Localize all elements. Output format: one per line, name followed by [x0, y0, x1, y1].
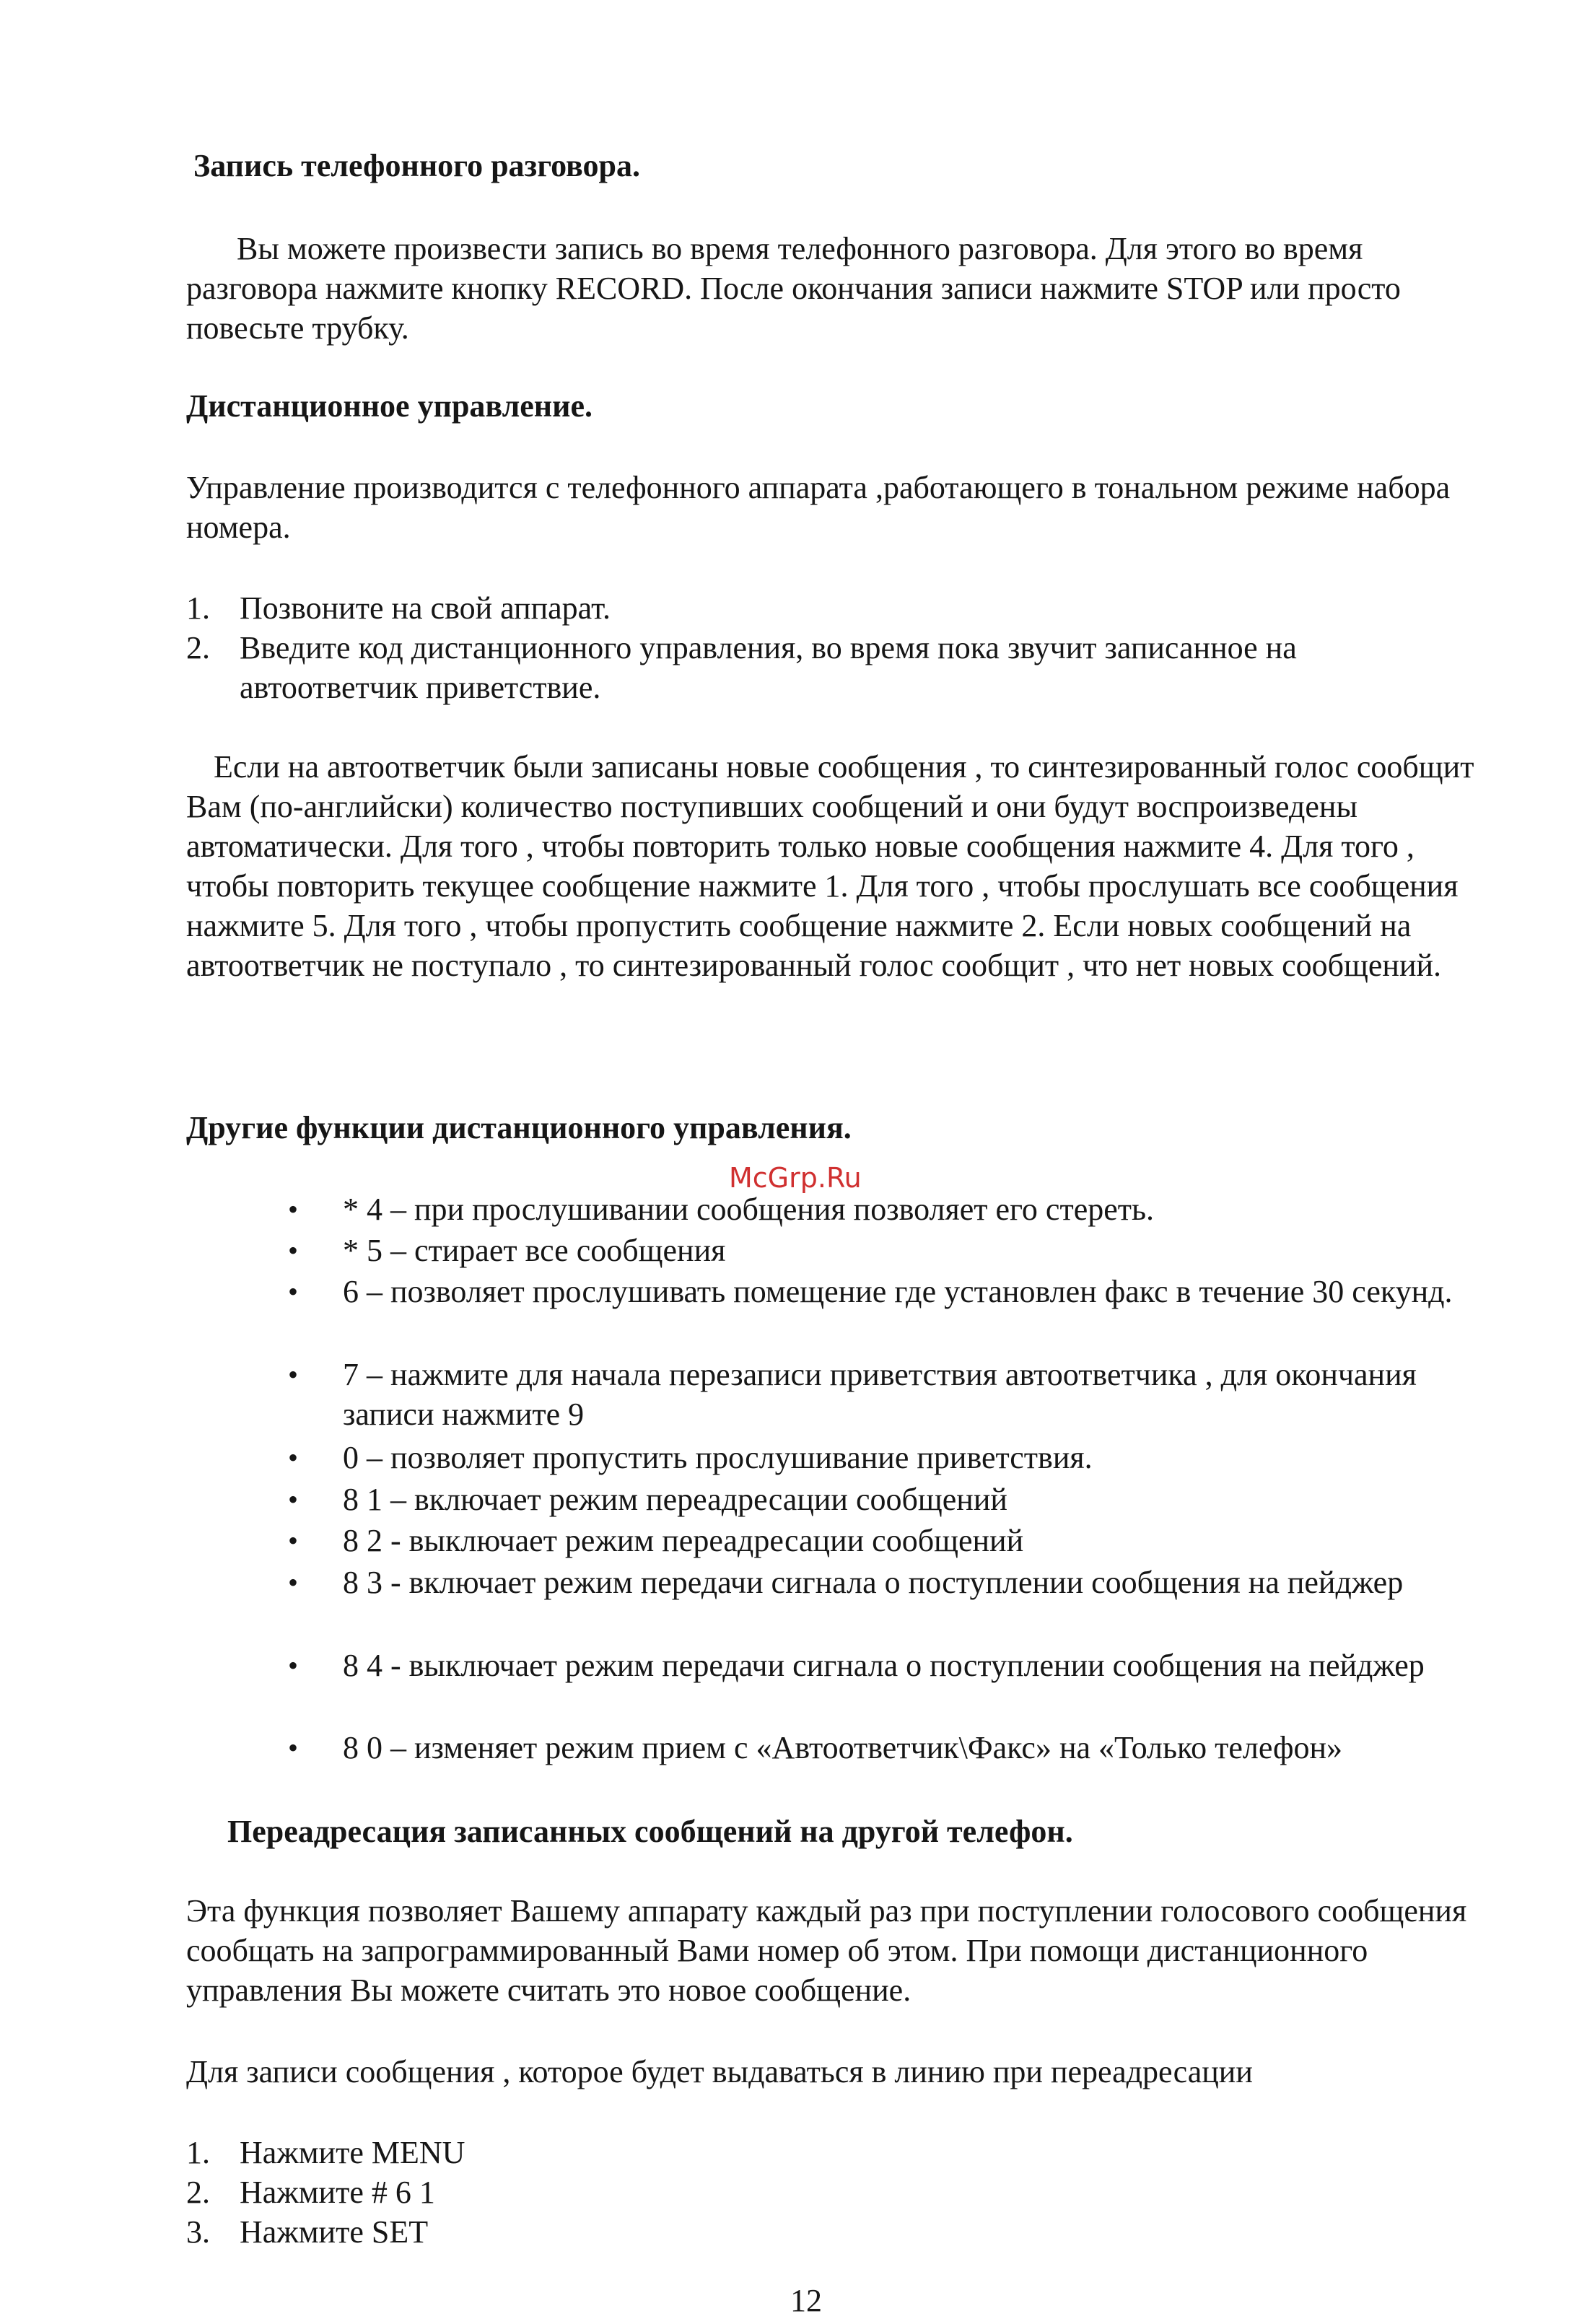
paragraph-forwarding: Эта функция позволяет Вашему аппарату каждый раз при поступлении голосового сообщения сообщать на запрограммированный Вами номер об этом. При помощи дистанционного управления Вы можете считать это новое сообщение. — [186, 1893, 1467, 2008]
list-item-text: 0 – позволяет пропустить прослушивание приветствия. — [343, 1440, 1093, 1475]
list-item-text: 7 – нажмите для начала перезаписи приветствия автоответчика , для окончания записи нажмите 9 — [343, 1357, 1417, 1432]
list-item-number: 3. — [186, 2214, 210, 2250]
bullet-icon: • — [288, 1566, 299, 1599]
bullet-icon: • — [288, 1731, 299, 1764]
list-item — [186, 2212, 1478, 2252]
list-item — [289, 1438, 1472, 1477]
section-heading-recording: Запись телефонного разговора. — [193, 148, 640, 183]
list-item — [289, 1231, 1472, 1270]
list-item-number: 1. — [186, 2135, 210, 2170]
watermark: McGrp.Ru — [729, 1162, 862, 1194]
paragraph-forwarding-intro: Для записи сообщения , которое будет выдаваться в линию при переадресации — [186, 2054, 1253, 2089]
list-item-text: Нажмите MENU — [240, 2135, 465, 2170]
bullet-icon: • — [288, 1524, 299, 1557]
section-heading-forwarding: Переадресация записанных сообщений на другой телефон. — [227, 1814, 1073, 1849]
list-item-text: 8 4 - выключает режим передачи сигнала о поступлении сообщения на пейджер — [343, 1648, 1425, 1683]
bullet-icon: • — [288, 1358, 299, 1391]
list-item — [186, 2172, 1478, 2212]
bullet-icon: • — [288, 1483, 299, 1516]
list-item-text: 8 0 – изменяет режим прием с «Автоответчик\Факс» на «Только телефон» — [343, 1730, 1343, 1765]
list-item-text: Нажмите SET — [240, 2214, 429, 2250]
list-item-text: Нажмите # 6 1 — [240, 2175, 435, 2210]
list-item — [289, 1646, 1472, 1685]
list-item-text: Позвоните на свой аппарат. — [240, 590, 611, 626]
section-heading-other-functions: Другие функции дистанционного управления. — [186, 1110, 852, 1145]
list-item-number: 2. — [186, 630, 210, 665]
list-item-text: 6 – позволяет прослушивать помещение где установлен факс в течение 30 секунд. — [343, 1274, 1453, 1309]
bullet-icon: • — [288, 1441, 299, 1474]
paragraph-recording: Вы можете произвести запись во время телефонного разговора. Для этого во время разговора нажмите кнопку RECORD. После окончания записи нажмите STOP или просто повесьте трубку. — [186, 231, 1401, 346]
list-item-text: * 5 – стирает все сообщения — [343, 1233, 726, 1268]
paragraph-remote-intro: Управление производится с телефонного аппарата ,работающего в тональном режиме набора номера. — [186, 470, 1451, 545]
list-item-text: Введите код дистанционного управления, во время пока звучит записанное на автоответчик приветствие. — [240, 630, 1297, 705]
list-item — [186, 2133, 1478, 2172]
bullet-icon: • — [288, 1234, 299, 1267]
bullet-icon: • — [288, 1193, 299, 1226]
list-item — [289, 1189, 1472, 1229]
list-item — [289, 1480, 1472, 1519]
list-item — [289, 1355, 1472, 1434]
list-item-number: 2. — [186, 2175, 210, 2210]
list-item-text: 8 2 - выключает режим переадресации сообщений — [343, 1523, 1024, 1558]
list-item — [289, 1521, 1472, 1560]
list-item-text: 8 1 – включает режим переадресации сообщений — [343, 1482, 1007, 1517]
list-item — [186, 628, 1478, 707]
list-item-number: 1. — [186, 590, 210, 626]
list-item — [186, 588, 1478, 628]
bullet-icon: • — [288, 1649, 299, 1682]
page-number: 12 — [790, 2283, 822, 2318]
list-item — [289, 1563, 1472, 1602]
list-item-text: 8 3 - включает режим передачи сигнала о поступлении сообщения на пейджер — [343, 1565, 1404, 1600]
bullet-icon: • — [288, 1275, 299, 1308]
list-item — [289, 1272, 1472, 1311]
section-heading-remote-control: Дистанционное управление. — [186, 388, 593, 424]
list-item-text: * 4 – при прослушивании сообщения позволяет его стереть. — [343, 1192, 1155, 1227]
list-item — [289, 1728, 1472, 1768]
paragraph-remote-body: Если на автоответчик были записаны новые сообщения , то синтезированный голос сообщит Вам (по-английски) количество поступивших сообщений и они будут воспроизведены автоматически. Для того , чтобы повторить только новые сообщения нажмите 4. Для того , чтобы повторить текущее сообщение нажмите 1. Для того , чтобы прослушать все сообщения нажмите 5. Для того , чтобы пропустить сообщение нажмите 2. Если новых сообщений на автоответчик не поступало , то синтезированный голос сообщит , что нет новых сообщений. — [186, 749, 1474, 983]
